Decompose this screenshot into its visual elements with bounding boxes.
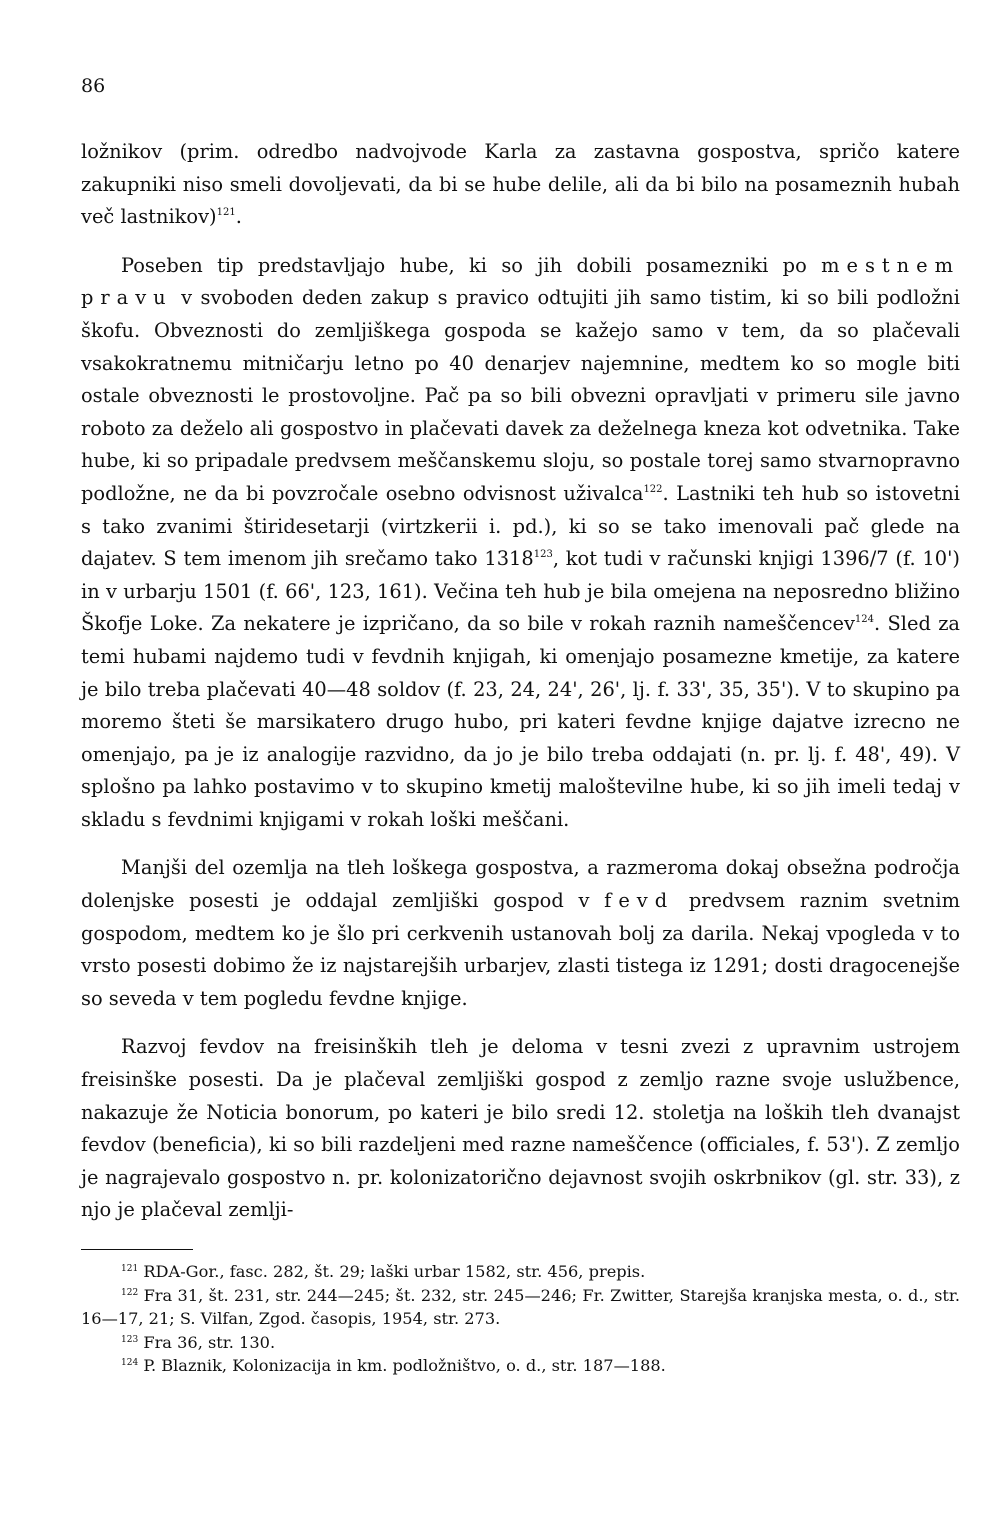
footnote-ref: 124: [854, 614, 875, 626]
footnote-ref: 122: [643, 483, 663, 495]
text-run: Razvoj fevdov na freisinških tleh je deloma v tesni zvezi z upravnim ustrojem freisinške posesti. Da je plačeval zemljiški gospod z zemljo razne svoje uslužbence, nakazuje že Noticia bonorum, po kateri je bilo sredi 12. stoletja na loških tleh dvanajst fevdov (beneficia), ki so bili razdeljeni med razne nameščence (officiales, f. 53'). Z zemljo je nagrajevalo gospostvo n. pr. kolonizatorično dejavnost svojih oskrbnikov (gl. str. 33), z njo je plačeval zemlji-: [81, 1035, 960, 1222]
footnote-text: P. Blaznik, Kolonizacija in km. podložništvo, o. d., str. 187—188.: [138, 1356, 666, 1375]
text-run: Manjši del ozemlja na tleh loškega gospostva, a razmeroma dokaj obsežna področja dolenjske posesti je oddajal zemljiški gospod v: [81, 856, 960, 913]
body-text: [81, 136, 960, 1227]
footnote-text: Fra 36, str. 130.: [138, 1332, 276, 1352]
footnote: [81, 1354, 960, 1378]
footnote-separator: [81, 1249, 193, 1250]
footnotes: [81, 1260, 960, 1378]
text-run: . Sled za temi hubami najdemo tudi v fevdnih knjigah, ki omenjajo posamezne kmetije, za katere je bilo treba plačevati 40—48 soldov (f. 23, 24, 24', 26', lj. f. 33', 35, 35'). V to skupino pa moremo šteti še marsikatero drugo hubo, pri kateri fevdne knjige dajatve izrecno ne omenjajo, pa je iz analogije razvidno, da jo je bilo treba oddajati (n. pr. lj. f. 48', 49). V splošno pa lahko postavimo v to skupino kmetij maloštevilne hube, ki so jih imeli tedaj v skladu s fevdnimi knjigami v rokah loški meščani.: [81, 612, 960, 831]
text-run: Poseben tip predstavljajo hube, ki so jih dobili posamezniki po: [121, 253, 822, 277]
footnote-text: Fra 31, št. 231, str. 244—245; št. 232, str. 245—246; Fr. Zwitter, Starejša kranjska mesta, o. d., str. 16—17, 21; S. Vilfan, Zgod. časopis, 1954, str. 273.: [81, 1285, 960, 1328]
footnote-number: 121: [121, 1264, 139, 1274]
paragraph: [81, 250, 960, 837]
text-run: predvsem raznim svetnim gospodom, medtem ko je šlo pri cerkvenih ustanovah bolj za darila. Nekaj vpogleda v to vrsto posesti dobimo že iz najstarejših urbarjev, zlasti tistega iz 1291; dosti dragocenejše so seveda v tem pogledu fevdne knjige.: [81, 889, 960, 1010]
footnote-ref: 121: [216, 207, 236, 219]
paragraph: [81, 136, 960, 234]
text-run: ložnikov (prim. odredbo nadvojvode Karla za zastavna gospostva, spričo katere zakupniki niso smeli dovoljevati, da bi se hube delile, ali da bi bilo na posameznih hubah več lastnikov): [81, 140, 960, 229]
text-run: , kot tudi v računski knjigi 1396/7 (f. 10') in v urbarju 1501 (f. 66', 123, 161). Večina teh hub je bila omejena na neposredno bližino Škofje Loke. Za nekatere je izpričano, da so bile v rokah raznih nameščencev: [81, 547, 960, 636]
text-run: . Lastniki teh hub so istovetni s tako zvanimi štiridesetarji (virtzkerii i. pd.), ki so se tako imenovali pač glede na dajatev. S tem imenom jih srečamo tako 1318: [81, 481, 960, 571]
footnote-number: 122: [121, 1287, 139, 1298]
spaced-emphasis: mestnem pravu: [81, 253, 960, 310]
footnote-number: 123: [121, 1334, 139, 1345]
page-number: 86: [81, 75, 106, 97]
paragraph: [81, 852, 960, 1015]
footnote-text: RDA-Gor., fasc. 282, št. 29; laški urbar 1582, str. 456, prepis.: [138, 1262, 646, 1281]
footnote-ref: 123: [533, 549, 553, 561]
paragraph: [81, 1031, 960, 1227]
text-run: v svoboden deden zakup s pravico odtujiti jih samo tistim, ki so bili podložni škofu. Obveznosti do zemljiškega gospoda se kažejo samo v tem, da so plačevali vsakokratnemu mitničarju letno po 40 denarjev najemnine, medtem ko so mogle biti ostale obveznosti le prostovoljne. Pač pa so bili obvezni opravljati v primeru sile javno roboto za deželo ali gospostvo in plačevati davek za deželnega kneza kot odvetnika. Take hube, ki so pripadale predvsem meščanskemu sloju, so postale torej samo stvarnopravno podložne, ne da bi povzročale osebno odvisnost uživalca: [81, 286, 960, 505]
text-run: .: [235, 205, 242, 229]
footnote: [81, 1284, 960, 1331]
footnote: [81, 1260, 960, 1284]
spaced-emphasis: fevd: [604, 889, 675, 913]
footnote: [81, 1331, 960, 1355]
footnote-number: 124: [121, 1358, 139, 1368]
